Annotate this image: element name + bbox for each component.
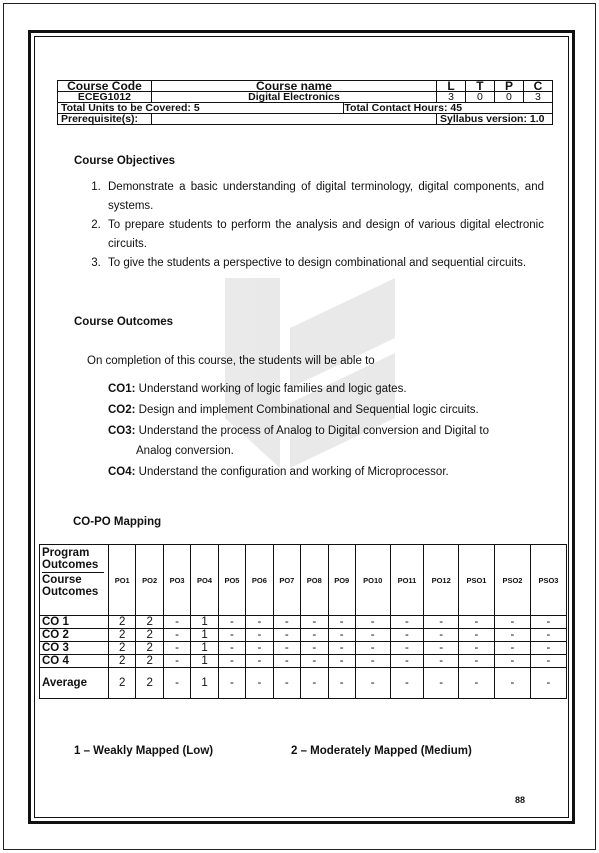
mapping-cell: -: [355, 655, 390, 668]
c-value: 3: [523, 92, 552, 103]
mapping-cell: -: [328, 642, 355, 655]
mapping-cell: -: [494, 642, 530, 655]
mapping-cell: -: [424, 655, 459, 668]
mapping-cell: -: [458, 668, 494, 699]
mapping-cell: -: [458, 629, 494, 642]
mapping-cell: -: [355, 629, 390, 642]
mapping-cell: -: [163, 668, 190, 699]
mapping-row: [40, 655, 567, 668]
mapping-cell: -: [355, 642, 390, 655]
outcomes-heading: Course Outcomes: [74, 316, 174, 328]
mapping-cell: -: [301, 655, 328, 668]
mapping-column-header: PO9: [328, 545, 355, 616]
mapping-cell: -: [328, 668, 355, 699]
mapping-cell: -: [246, 668, 273, 699]
course-name: Digital Electronics: [151, 92, 436, 103]
mapping-cell: -: [530, 668, 566, 699]
outcome-item-continued: Analog conversion.: [136, 445, 234, 457]
mapping-corner-label: Program Outcomes Course Outcomes: [40, 545, 109, 616]
mapping-cell: -: [328, 629, 355, 642]
objectives-heading: Course Objectives: [74, 155, 175, 167]
mapping-cell: 2: [136, 616, 163, 629]
mapping-cell: -: [246, 655, 273, 668]
mapping-cell: -: [218, 655, 245, 668]
total-units: Total Units to be Covered: 5: [58, 103, 344, 114]
mapping-cell: -: [301, 616, 328, 629]
mapping-cell: -: [424, 642, 459, 655]
objective-item: 3. To give the students a perspective to design combinational and sequential circuits.: [104, 254, 544, 273]
mapping-column-header: PO7: [273, 545, 300, 616]
mapping-cell: -: [163, 616, 190, 629]
mapping-cell: -: [494, 629, 530, 642]
mapping-cell: -: [301, 668, 328, 699]
mapping-cell: -: [424, 629, 459, 642]
p-value: 0: [494, 92, 523, 103]
prerequisites-label: Prerequisite(s):: [58, 114, 152, 125]
mapping-cell: 1: [191, 642, 218, 655]
mapping-heading: CO-PO Mapping: [73, 516, 162, 528]
header-t-label: T: [465, 81, 494, 92]
mapping-cell: -: [246, 629, 273, 642]
mapping-cell: 2: [109, 629, 136, 642]
header-course-name-label: Course name: [151, 81, 436, 92]
mapping-cell: -: [273, 668, 300, 699]
mapping-column-header: PO12: [424, 545, 459, 616]
mapping-cell: -: [424, 616, 459, 629]
mapping-cell: -: [301, 629, 328, 642]
mapping-cell: -: [458, 616, 494, 629]
course-code: ECEG1012: [58, 92, 152, 103]
mapping-cell: -: [246, 642, 273, 655]
co-po-mapping-table: [39, 544, 567, 699]
mapping-cell: -: [328, 616, 355, 629]
mapping-cell: 1: [191, 616, 218, 629]
mapping-column-header: PO5: [218, 545, 245, 616]
mapping-cell: -: [218, 642, 245, 655]
outcome-item: CO1: Understand working of logic families and logic gates.: [108, 383, 407, 395]
mapping-cell: -: [218, 616, 245, 629]
mapping-cell: 2: [109, 655, 136, 668]
objective-item: 1. Demonstrate a basic understanding of digital terminology, digital components, and systems.: [104, 178, 544, 216]
mapping-column-header: PO1: [109, 545, 136, 616]
mapping-row: [40, 629, 567, 642]
mapping-column-header: PSO1: [458, 545, 494, 616]
outcome-item: CO4: Understand the configuration and working of Microprocessor.: [108, 466, 449, 478]
mapping-cell: -: [390, 655, 424, 668]
mapping-cell: -: [494, 616, 530, 629]
mapping-cell: -: [530, 642, 566, 655]
mapping-row: [40, 642, 567, 655]
mapping-cell: -: [530, 616, 566, 629]
mapping-cell: -: [301, 642, 328, 655]
mapping-row-label: CO 4: [40, 655, 109, 668]
mapping-cell: -: [163, 655, 190, 668]
mapping-cell: 2: [109, 668, 136, 699]
mapping-cell: -: [390, 629, 424, 642]
header-l-label: L: [437, 81, 466, 92]
mapping-cell: -: [273, 629, 300, 642]
mapping-cell: 1: [191, 629, 218, 642]
mapping-cell: -: [424, 668, 459, 699]
header-p-label: P: [494, 81, 523, 92]
l-value: 3: [437, 92, 466, 103]
outcomes-intro: On completion of this course, the students will be able to: [87, 355, 375, 367]
mapping-cell: -: [355, 668, 390, 699]
course-header-table: [57, 80, 553, 125]
mapping-column-header: PSO3: [530, 545, 566, 616]
mapping-column-header: PO10: [355, 545, 390, 616]
mapping-column-header: PO4: [191, 545, 218, 616]
header-course-code-label: Course Code: [58, 81, 152, 92]
legend-medium: 2 – Moderately Mapped (Medium): [291, 745, 472, 757]
mapping-cell: -: [390, 642, 424, 655]
mapping-cell: -: [458, 642, 494, 655]
mapping-cell: -: [273, 655, 300, 668]
mapping-cell: -: [328, 655, 355, 668]
mapping-cell: 1: [191, 668, 218, 699]
mapping-column-header: PO3: [163, 545, 190, 616]
mapping-cell: -: [355, 616, 390, 629]
mapping-cell: -: [390, 616, 424, 629]
total-hours: Total Contact Hours: 45: [344, 103, 553, 114]
mapping-cell: 2: [136, 668, 163, 699]
mapping-cell: -: [530, 629, 566, 642]
mapping-cell: -: [530, 655, 566, 668]
mapping-cell: 2: [109, 642, 136, 655]
outcome-item: CO2: Design and implement Combinational and Sequential logic circuits.: [108, 404, 479, 416]
header-c-label: C: [523, 81, 552, 92]
mapping-row-label: CO 1: [40, 616, 109, 629]
mapping-column-header: PO2: [136, 545, 163, 616]
mapping-column-header: PO8: [301, 545, 328, 616]
mapping-row: [40, 616, 567, 629]
objective-item: 2. To prepare students to perform the analysis and design of various digital electronic circuits.: [104, 216, 544, 254]
mapping-row-label: CO 3: [40, 642, 109, 655]
mapping-cell: -: [273, 616, 300, 629]
mapping-cell: 1: [191, 655, 218, 668]
mapping-cell: -: [246, 616, 273, 629]
mapping-cell: 2: [136, 642, 163, 655]
mapping-row: [40, 668, 567, 699]
mapping-cell: -: [163, 642, 190, 655]
t-value: 0: [465, 92, 494, 103]
mapping-column-header: PSO2: [494, 545, 530, 616]
mapping-cell: -: [458, 655, 494, 668]
mapping-cell: -: [218, 668, 245, 699]
outcome-item: CO3: Understand the process of Analog to Digital conversion and Digital to: [108, 425, 489, 437]
mapping-cell: -: [163, 629, 190, 642]
objectives-list: [88, 178, 544, 273]
mapping-cell: -: [494, 668, 530, 699]
page-number: 88: [515, 795, 526, 805]
mapping-cell: 2: [136, 655, 163, 668]
mapping-cell: 2: [136, 629, 163, 642]
mapping-cell: -: [218, 629, 245, 642]
mapping-cell: -: [390, 668, 424, 699]
mapping-cell: -: [273, 642, 300, 655]
mapping-column-header: PO6: [246, 545, 273, 616]
mapping-cell: -: [494, 655, 530, 668]
mapping-cell: 2: [109, 616, 136, 629]
syllabus-version: Syllabus version: 1.0: [437, 114, 553, 125]
mapping-row-label: Average: [40, 668, 109, 699]
legend-low: 1 – Weakly Mapped (Low): [74, 745, 214, 757]
mapping-row-label: CO 2: [40, 629, 109, 642]
mapping-column-header: PO11: [390, 545, 424, 616]
